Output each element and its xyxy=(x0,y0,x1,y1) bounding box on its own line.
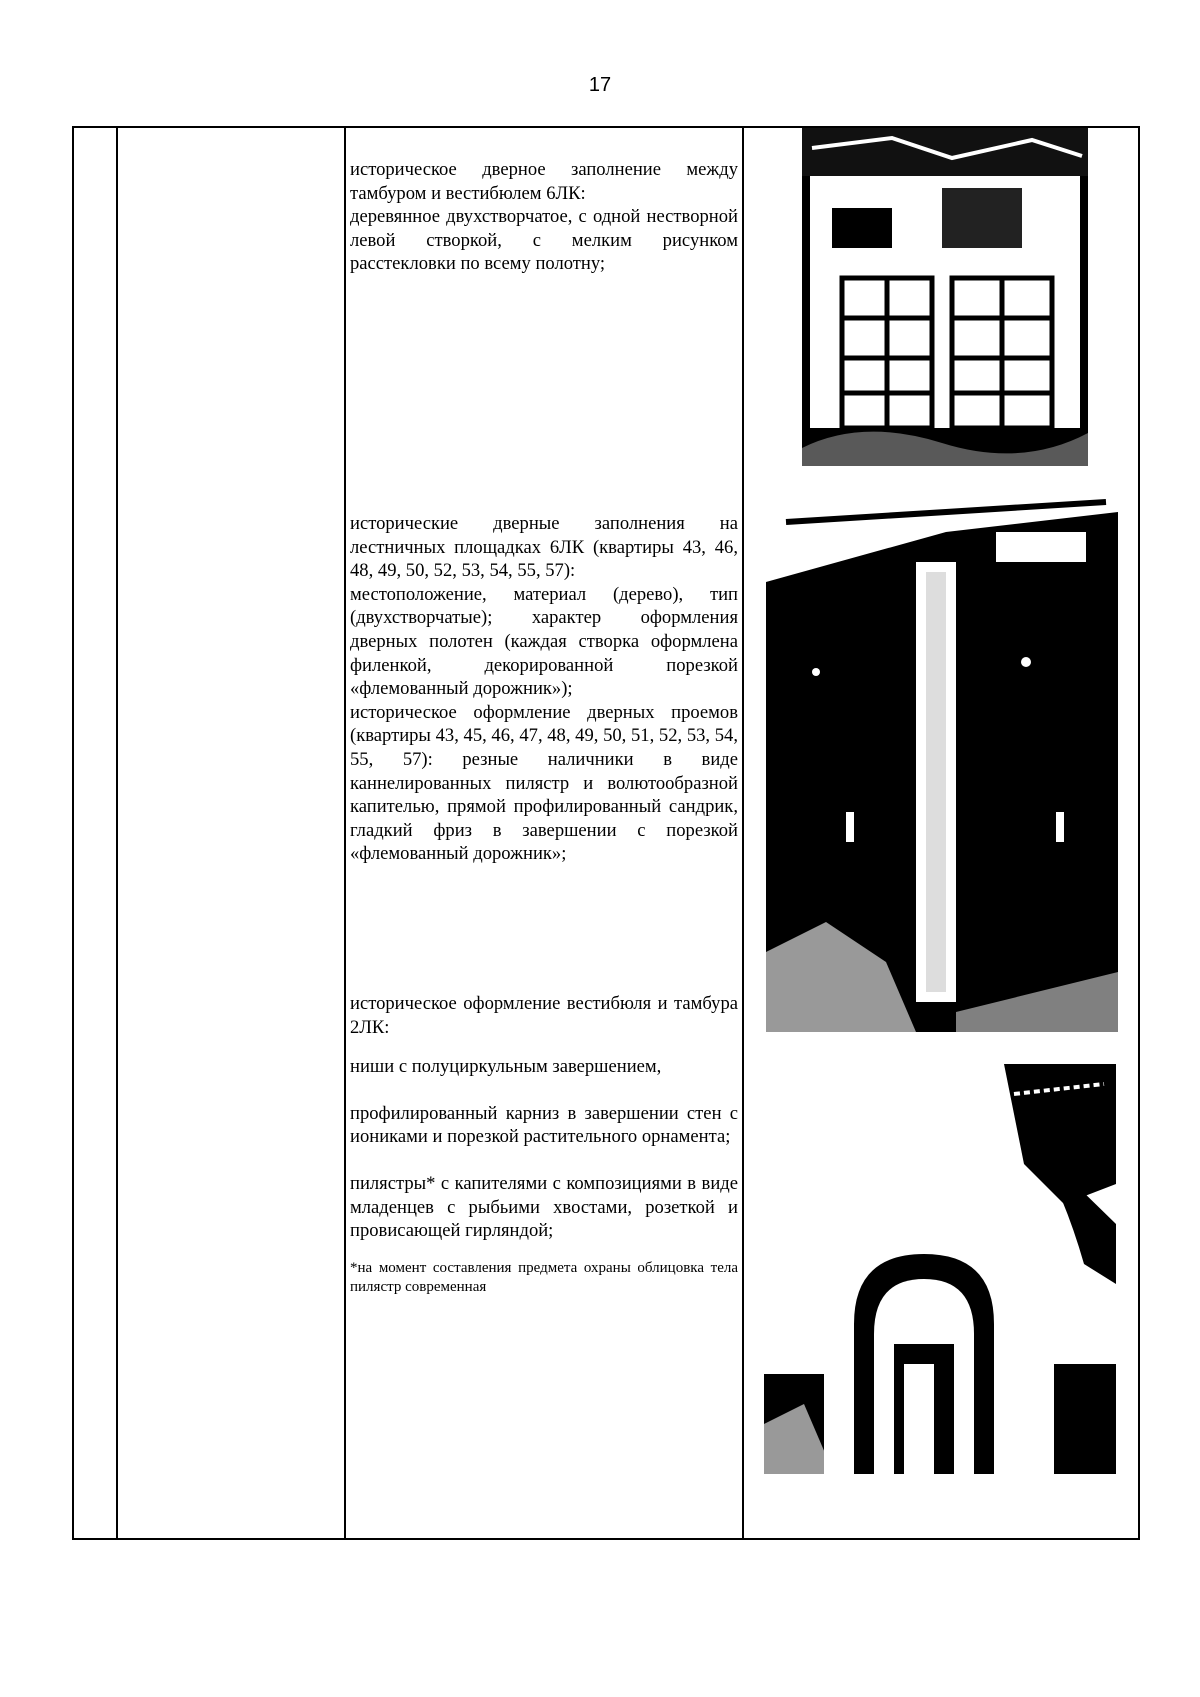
photo-vestibule-niche xyxy=(764,1064,1116,1474)
paragraph: ниши с полуциркульным завершением, xyxy=(350,1056,662,1078)
paragraph: исторические дверные заполнения на лестничных площадках 6ЛК (квартиры 43, 46, 48, 49, 50, 52, 53, 54, 55, 57): xyxy=(350,513,738,582)
page-number: 17 xyxy=(588,74,612,96)
photo-staircase-door xyxy=(766,492,1118,1032)
text-block-vestibule-2lk xyxy=(350,992,738,1320)
column-divider-1 xyxy=(116,128,118,1538)
paragraph: историческое оформление дверных проемов (квартиры 43, 45, 46, 47, 48, 49, 50, 51, 52, 53, 54, 55, 57): резные наличники в виде каннелированных пилястр и волютообразной капителью, прямой профилированный сандрик, гладкий фриз в завершении с порезкой «флемованный дорожник»; xyxy=(350,701,738,865)
text-block-stair-doors-6lk xyxy=(350,512,738,866)
text-block-door-6lk xyxy=(350,158,738,276)
paragraph: пилястры* с капителями с композициями в виде младенцев с рыбьими хвостами, розеткой и провисающей гирляндой; xyxy=(350,1172,738,1242)
paragraph: историческое оформление вестибюля и тамбура 2ЛК: xyxy=(350,993,738,1038)
document-table xyxy=(72,126,1140,1540)
photo-glazed-double-door xyxy=(802,128,1088,466)
paragraph: деревянное двухстворчатое, с одной нестворной левой створкой, с мелким рисунком расстекловки по всему полотну; xyxy=(350,206,738,275)
paragraph: местоположение, материал (дерево), тип (двухстворчатые); характер оформления дверных полотен (каждая створка оформлена филенкой, декорированной порезкой «флемованный дорожник»); xyxy=(350,583,738,700)
footnote: *на момент составления предмета охраны облицовка тела пилястр современная xyxy=(350,1259,738,1295)
column-divider-2 xyxy=(344,128,346,1538)
column-divider-3 xyxy=(742,128,744,1538)
paragraph: профилированный карниз в завершении стен с иониками и порезкой растительного орнамента; xyxy=(350,1102,738,1148)
paragraph: историческое дверное заполнение между тамбуром и вестибюлем 6ЛК: xyxy=(350,159,738,204)
